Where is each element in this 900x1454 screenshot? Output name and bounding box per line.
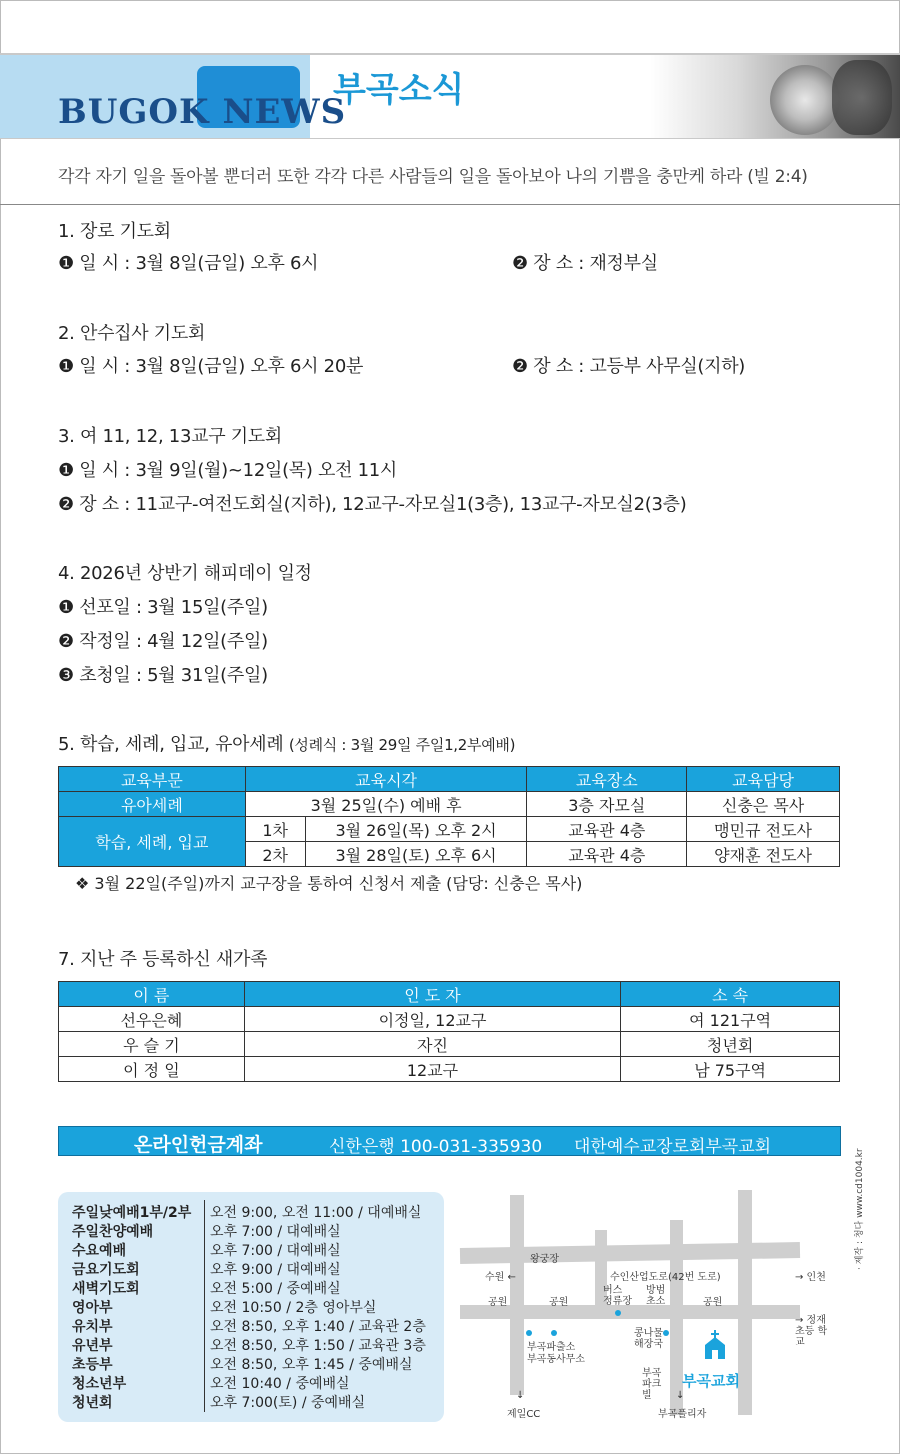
table-header: 소 속 — [621, 982, 840, 1007]
section-2-title: 2. 안수집사 기도회 — [58, 323, 206, 344]
section-7-title: 7. 지난 주 등록하신 새가족 — [58, 949, 268, 970]
table-cell: 2차 — [245, 842, 305, 867]
map-label-bus-stop: 버스 정류장 — [603, 1285, 632, 1307]
table-cell: 이 정 일 — [59, 1057, 245, 1082]
table-cell-category: 학습, 세례, 입교 — [59, 817, 246, 867]
map-label-jeongjae-school: → 정재 초등 학교 — [795, 1315, 828, 1348]
road-vertical-left — [510, 1195, 524, 1395]
header-photo — [650, 55, 900, 138]
table-row — [59, 1057, 840, 1082]
schedule-time: 오전 10:50 / 2층 영아부실 — [210, 1300, 377, 1316]
schedule-name: 유치부 — [72, 1319, 113, 1335]
schedule-name: 영아부 — [72, 1300, 113, 1316]
map-label-crime-center: 방범 초소 — [646, 1285, 666, 1307]
section-2-place: ❷ 장 소 : 고등부 사무실(지하) — [512, 356, 746, 377]
map-arrow-down: ↓ — [516, 1390, 525, 1401]
map-label-road: 수인산업도로(42번 도로) — [610, 1272, 721, 1283]
rock-image — [832, 60, 892, 135]
schedule-name: 주일낮예배1부/2부 — [72, 1205, 192, 1221]
map-label-plaza: 부곡플리자 — [658, 1409, 707, 1420]
table-cell: 교육관 4층 — [527, 842, 687, 867]
map-label-dong-office: 부곡동사무소 — [527, 1354, 585, 1365]
application-note: ❖ 3월 22일(주일)까지 교구장을 통하여 신청서 제출 (담당: 신충은 목사) — [75, 874, 583, 893]
section-4-title: 4. 2026년 상반기 해피데이 일정 — [58, 563, 312, 584]
schedule-name: 주일찬양예배 — [72, 1224, 154, 1240]
section-5-title — [58, 730, 515, 756]
schedule-name: 새벽기도회 — [72, 1281, 140, 1297]
table-cell-category: 유아세례 — [59, 792, 246, 817]
schedule-time: 오전 10:40 / 중예배실 — [210, 1376, 350, 1392]
table-row — [59, 1032, 840, 1057]
section-2-time: ❶ 일 시 : 3월 8일(금일) 오후 6시 20분 — [58, 356, 364, 377]
table-cell: 3월 28일(토) 오후 6시 — [305, 842, 527, 867]
table-header: 교육장소 — [527, 767, 687, 792]
table-cell: 청년회 — [621, 1032, 840, 1057]
map-label-park: 공원 — [488, 1297, 508, 1308]
table-header: 교육담당 — [687, 767, 840, 792]
map-label-wanggeungjang: 왕궁장 — [530, 1254, 559, 1265]
section-1-place: ❷ 장 소 : 재정부실 — [512, 253, 658, 274]
bus-stop-marker — [615, 1310, 621, 1316]
map-label-park: 공원 — [549, 1297, 569, 1308]
section-5-title-text: 5. 학습, 세례, 입교, 유아세례 — [58, 734, 284, 755]
office-marker — [551, 1330, 557, 1336]
bible-verse: 각각 자기 일을 돌아볼 뿐더러 또한 각각 다른 사람들의 일을 돌아보아 나의 기쁨을 충만케 하라 (빌 2:4) — [58, 167, 808, 187]
schedule-time: 오전 8:50, 오후 1:40 / 교육관 2층 — [210, 1319, 426, 1335]
table-cell: 3월 26일(목) 오후 2시 — [305, 817, 527, 842]
map-label-parkville: 부곡 파크빌 — [642, 1368, 662, 1401]
location-map — [455, 1190, 855, 1425]
map-arrow-down: ↓ — [676, 1390, 685, 1401]
schedule-name: 금요기도회 — [72, 1262, 140, 1278]
header-bottom-line — [0, 138, 900, 139]
schedule-time: 오전 8:50, 오후 1:45 / 중예배실 — [210, 1357, 413, 1373]
table-header: 인 도 자 — [244, 982, 620, 1007]
table-header-row — [59, 982, 840, 1007]
schedule-name: 유년부 — [72, 1338, 113, 1354]
table-cell: 교육관 4층 — [527, 817, 687, 842]
section-1-time: ❶ 일 시 : 3월 8일(금일) 오후 6시 — [58, 253, 319, 274]
section-4-item-2: ❷ 작정일 : 4월 12일(주일) — [58, 631, 268, 652]
tree-stump-image — [770, 65, 840, 135]
table-row — [59, 792, 840, 817]
schedule-name: 초등부 — [72, 1357, 113, 1373]
table-cell: 3월 25일(수) 예배 후 — [245, 792, 527, 817]
logo — [58, 92, 346, 132]
road-vertical-right — [738, 1190, 752, 1415]
map-label-haejangguk: 콩나물 해장국 — [634, 1328, 663, 1350]
table-cell: 여 121구역 — [621, 1007, 840, 1032]
bank-account: 신한은행 100-031-335930 — [329, 1137, 543, 1157]
table-header: 교육부문 — [59, 767, 246, 792]
section-4-item-1: ❶ 선포일 : 3월 15일(주일) — [58, 597, 268, 618]
table-header: 교육시각 — [245, 767, 527, 792]
table-header-row — [59, 767, 840, 792]
table-cell: 양재훈 전도사 — [687, 842, 840, 867]
church-icon — [704, 1330, 726, 1360]
section-4-item-3: ❸ 초청일 : 5월 31일(주일) — [58, 665, 268, 686]
map-label-park: 공원 — [703, 1297, 723, 1308]
online-offering-bar — [58, 1126, 841, 1156]
table-cell: 3층 자모실 — [527, 792, 687, 817]
police-marker — [526, 1330, 532, 1336]
table-cell: 12교구 — [244, 1057, 620, 1082]
table-cell: 남 75구역 — [621, 1057, 840, 1082]
section-3-place: ❷ 장 소 : 11교구-여전도회실(지하), 12교구-자모실1(3층), 13교구-자모실2(3층) — [58, 494, 687, 515]
verse-divider — [0, 204, 900, 205]
map-label-church: 부곡교회 — [682, 1372, 740, 1390]
publisher-credit: · 제작 : 청다 www.cd1004.kr — [855, 1148, 865, 1270]
table-cell: 신충은 목사 — [687, 792, 840, 817]
schedule-time: 오전 8:50, 오후 1:50 / 교육관 3층 — [210, 1338, 426, 1354]
map-label-police: 부곡파출소 — [527, 1342, 576, 1353]
logo-word-1: BUGOK — [58, 92, 210, 132]
table-cell: 우 슬 기 — [59, 1032, 245, 1057]
schedule-time: 오전 9:00, 오전 11:00 / 대예배실 — [210, 1205, 422, 1221]
section-5-title-note: (성례식 : 3월 29일 주일1,2부예배) — [288, 736, 516, 754]
map-label-suwon: 수원 ← — [485, 1272, 516, 1283]
account-holder: 대한예수교장로회부곡교회 — [574, 1137, 772, 1157]
schedule-time: 오전 5:00 / 중예배실 — [210, 1281, 341, 1297]
table-cell: 1차 — [245, 817, 305, 842]
table-cell: 이정일, 12교구 — [244, 1007, 620, 1032]
map-label-jeil-cc: 제일CC — [507, 1409, 541, 1420]
new-family-table — [58, 981, 840, 1082]
schedule-name: 수요예배 — [72, 1243, 127, 1259]
logo-word-2: NEWS — [222, 92, 347, 132]
section-3-time: ❶ 일 시 : 3월 9일(월)~12일(목) 오전 11시 — [58, 460, 398, 481]
schedule-name: 청소년부 — [72, 1376, 127, 1392]
online-offering-label: 온라인헌금계좌 — [134, 1134, 263, 1156]
schedule-name: 청년회 — [72, 1395, 113, 1411]
schedule-time: 오후 9:00 / 대예배실 — [210, 1262, 341, 1278]
page-title: 부곡소식 — [333, 70, 465, 110]
table-row — [59, 1007, 840, 1032]
section-1-title: 1. 장로 기도회 — [58, 221, 171, 242]
education-table — [58, 766, 840, 867]
table-cell: 맹민규 전도사 — [687, 817, 840, 842]
table-cell: 자진 — [244, 1032, 620, 1057]
schedule-time: 오후 7:00 / 대예배실 — [210, 1224, 341, 1240]
table-row — [59, 817, 840, 842]
schedule-divider — [204, 1200, 205, 1412]
table-cell: 선우은혜 — [59, 1007, 245, 1032]
map-label-incheon: → 인천 — [795, 1272, 826, 1283]
section-3-title: 3. 여 11, 12, 13교구 기도회 — [58, 426, 282, 447]
schedule-time: 오후 7:00 / 대예배실 — [210, 1243, 341, 1259]
table-header: 이 름 — [59, 982, 245, 1007]
schedule-time: 오후 7:00(토) / 중예배실 — [210, 1395, 366, 1411]
